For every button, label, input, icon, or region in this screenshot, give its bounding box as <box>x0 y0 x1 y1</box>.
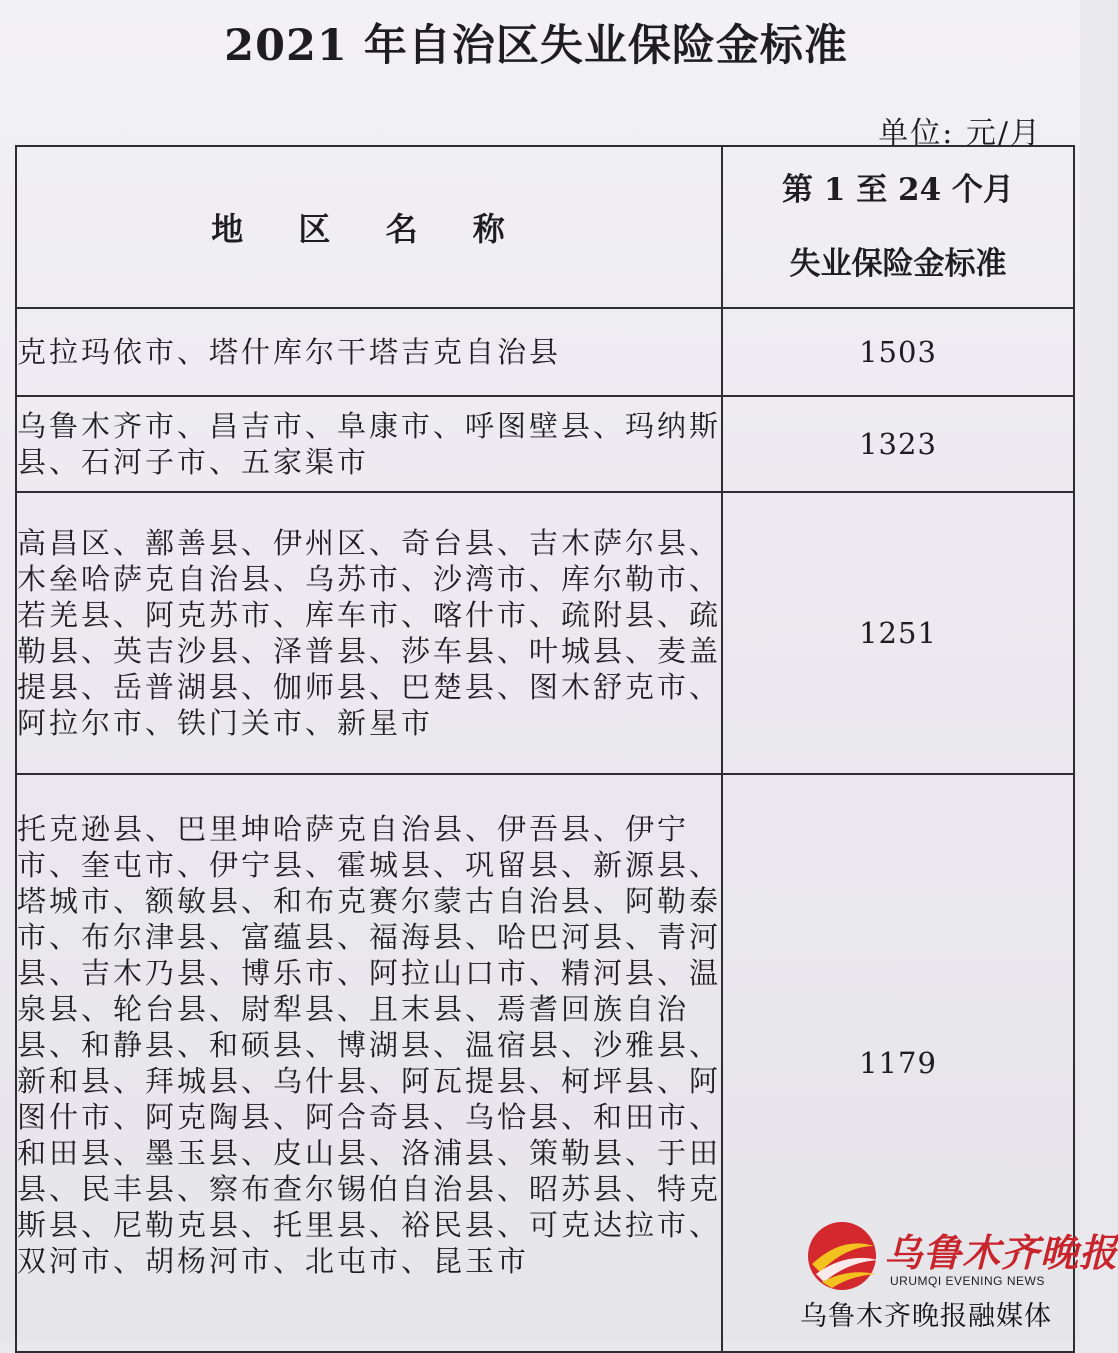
table-row <box>16 492 1074 774</box>
header-standard <box>722 146 1074 308</box>
media-label: 乌鲁木齐晚报融媒体 <box>800 1301 1052 1332</box>
table-row <box>16 308 1074 396</box>
benefit-amount: 1251 <box>722 492 1074 774</box>
region-list: 高昌区、鄯善县、伊州区、奇台县、吉木萨尔县、木垒哈萨克自治县、乌苏市、沙湾市、库尔勒市、若羌县、阿克苏市、库车市、喀什市、疏附县、疏勒县、英吉沙县、泽普县、莎车县、叶城县、麦盖提县、岳普湖县、伽师县、巴楚县、图木舒克市、阿拉尔市、铁门关市、新星市 <box>16 492 722 774</box>
document-title: 2021 年自治区失业保险金标准 <box>224 21 848 71</box>
region-list: 乌鲁木齐市、昌吉市、阜康市、呼图壁县、玛纳斯县、石河子市、五家渠市 <box>16 396 722 492</box>
newspaper-logo-icon <box>802 1216 882 1296</box>
newspaper-name-en: URUMQI EVENING NEWS <box>890 1274 1045 1288</box>
benefit-amount: 1323 <box>722 396 1074 492</box>
newspaper-name: 乌鲁木齐晚报 <box>884 1230 1118 1275</box>
benefit-amount: 1179 <box>722 774 1074 1352</box>
unit-label: 单位: 元/月 <box>878 116 1042 151</box>
table-row <box>16 396 1074 492</box>
newspaper-watermark <box>790 1210 1118 1335</box>
benefit-amount: 1503 <box>722 308 1074 396</box>
benefit-table <box>15 145 1075 1353</box>
header-standard-line2: 失业保险金标准 <box>789 246 1007 282</box>
table-header-row <box>16 146 1074 308</box>
header-standard-line1: 第 1 至 24 个月 <box>782 172 1014 208</box>
header-region-name: 地 区 名 称 <box>16 146 722 308</box>
region-list: 克拉玛依市、塔什库尔干塔吉克自治县 <box>16 308 722 396</box>
region-list: 托克逊县、巴里坤哈萨克自治县、伊吾县、伊宁市、奎屯市、伊宁县、霍城县、巩留县、新源县、塔城市、额敏县、和布克赛尔蒙古自治县、阿勒泰市、布尔津县、富蕴县、福海县、哈巴河县、青河县、吉木乃县、博乐市、阿拉山口市、精河县、温泉县、轮台县、尉犁县、且末县、焉耆回族自治县、和静县、和硕县、博湖县、温宿县、沙雅县、新和县、拜城县、乌什县、阿瓦提县、柯坪县、阿图什市、阿克陶县、阿合奇县、乌恰县、和田市、和田县、墨玉县、皮山县、洛浦县、策勒县、于田县、民丰县、察布查尔锡伯自治县、昭苏县、特克斯县、尼勒克县、托里县、裕民县、可克达拉市、双河市、胡杨河市、北屯市、昆玉市 <box>16 774 722 1352</box>
